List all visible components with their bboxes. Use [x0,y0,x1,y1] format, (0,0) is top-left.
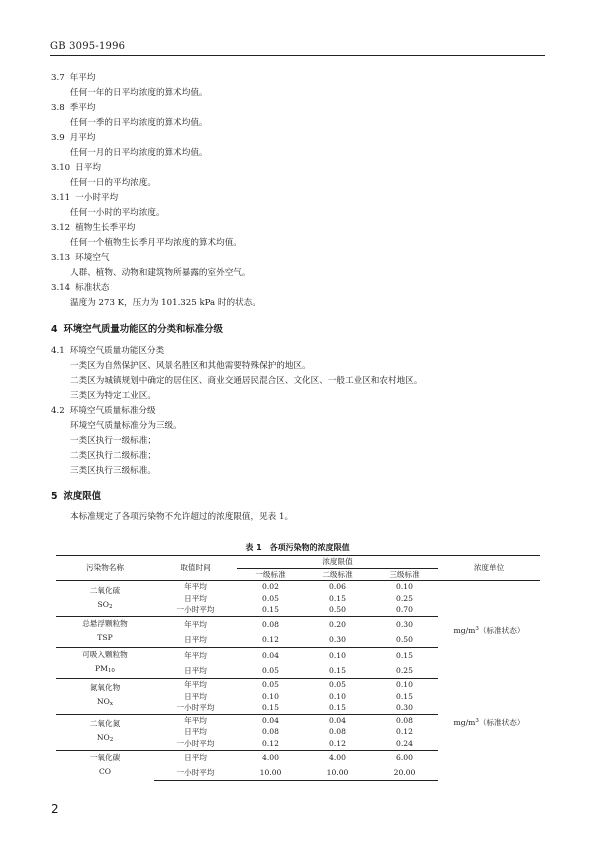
clause-number: 4.1 [51,346,65,356]
grade2-cell: 0.10 [304,647,371,663]
definition-text: 任何一年的日平均浓度的算术均值。 [70,88,208,98]
formula-subscript: 2 [108,603,113,610]
table-row [56,678,540,690]
time-cell: 年平均 [154,714,237,726]
clause-number: 3.10 [51,163,71,173]
grade2-cell: 0.05 [304,678,371,690]
header-grade-2: 二级标准 [304,568,371,581]
grade3-cell: 0.15 [371,647,438,663]
grade2-cell: 0.15 [329,593,346,603]
formula-base: TSP [97,632,113,642]
time-cell: 一小时平均 [176,605,215,615]
paragraph-line: 一类区为自然保护区、风景名胜区和其他需要特殊保护的地区。 [70,361,311,371]
grade1-cell: 0.05 [237,678,304,690]
concentration-limit-table [56,555,540,781]
unit-cell [438,581,540,679]
formula-subscript: 2 [109,737,114,744]
unit-base: mg/m [453,717,476,727]
grade3-cell: 0.25 [396,593,413,603]
table-caption [0,542,595,553]
grade3-cell: 0.10 [371,581,438,593]
section-heading [51,321,223,335]
formula-base: PM [95,663,108,673]
pollutant-name: 二氧化硫 [89,585,121,595]
grade3-cell: 0.24 [396,738,413,748]
header-pollutant: 污染物名称 [56,556,154,581]
grade1-cell: 0.02 [237,581,304,593]
grade3-cell: 20.00 [371,765,438,780]
standard-code: GB 3095-1996 [50,41,126,52]
pollutant-formula [56,765,154,781]
definition-heading [51,252,541,264]
table-row [56,581,540,593]
pollutant-name: 可吸入颗粒物 [82,649,128,659]
grade1-cell: 0.15 [262,605,279,615]
pollutant-formula [56,731,154,747]
grade2-cell: 0.10 [329,691,346,701]
clause-title: 月平均 [69,133,96,143]
paragraph-line: 本标准规定了各项污染物不允许超过的浓度限值，见表 1。 [70,512,294,522]
section-number: 4 [51,324,58,335]
grade2-cell: 0.04 [304,714,371,726]
grade3-cell: 0.12 [396,727,413,737]
time-cell: 年平均 [154,616,237,632]
section-title: 环境空气质量功能区的分类和标准分级 [63,324,223,335]
grade2-cell: 0.12 [329,738,346,748]
pollutant-name: 氮氧化物 [89,683,121,693]
grade1-cell: 0.08 [262,727,279,737]
definition-heading [51,282,541,294]
grade2-cell: 0.20 [304,616,371,632]
pollutant-formula [56,662,154,678]
paragraph-line: 三类区为特定工业区。 [70,391,156,401]
table-title: 各项污染物的浓度限值 [269,543,350,552]
grade3-cell: 0.70 [396,605,413,615]
time-cell: 年平均 [154,581,237,593]
definition-text: 任何一日的平均浓度。 [70,178,156,188]
time-cell: 一小时平均 [154,765,237,780]
grade1-cell: 0.05 [262,665,279,675]
clause-number: 3.12 [51,223,71,233]
table-number: 表 1 [245,543,262,552]
time-cell: 日平均 [184,727,207,737]
grade2-cell: 0.08 [329,727,346,737]
unit-superscript: 3 [475,717,479,724]
time-cell: 年平均 [154,678,237,690]
header-rule [50,55,545,56]
formula-subscript: 10 [107,667,115,674]
clause-number: 3.14 [51,283,71,293]
subsection-heading [51,405,541,417]
time-cell: 日平均 [184,634,207,644]
unit-suffix: （标准状态） [478,717,525,727]
clause-title: 环境空气 [75,253,110,263]
grade1-cell: 4.00 [237,750,304,765]
header-time: 取值时间 [154,556,237,581]
pollutant-name: 二氧化氮 [89,719,121,729]
time-cell: 一小时平均 [176,703,215,713]
pollutant-name: 一氧化碳 [89,752,121,762]
grade3-cell: 0.30 [371,616,438,632]
definition-heading [51,162,541,174]
grade2-cell: 0.30 [329,634,346,644]
header-grade-3: 三级标准 [371,568,438,581]
paragraph-line: 二类区执行二级标准； [70,451,156,461]
formula-base: NO [96,733,110,743]
grade2-cell: 10.00 [304,765,371,780]
clause-title: 日平均 [75,163,101,173]
header-grade-1: 一级标准 [237,568,304,581]
paragraph-line: 三类区执行三级标准。 [70,466,156,476]
pollutant-cell [56,581,154,617]
formula-base: SO [97,599,109,609]
grade3-cell: 0.25 [396,665,413,675]
definition-text: 任何一小时的平均浓度。 [70,208,165,218]
grade3-cell: 6.00 [371,750,438,765]
grade3-cell: 0.30 [396,703,413,713]
paragraph-line: 二类区为城镇规划中确定的居住区、商业交通居民混合区、文化区、一般工业区和农村地区。 [70,376,423,386]
definition-heading [51,192,541,204]
grade2-cell: 0.15 [329,703,346,713]
time-cell: 一小时平均 [176,738,215,748]
table-body [56,581,540,781]
pollutant-cell [56,647,154,678]
clause-number: 3.9 [51,133,65,143]
grade1-cell: 10.00 [237,765,304,780]
clause-number: 3.7 [51,73,65,83]
definition-text: 任何一月的日平均浓度的算术均值。 [70,148,208,158]
pollutant-formula [56,695,154,711]
grade1-cell: 0.12 [262,634,279,644]
paragraph-line: 一类区执行一级标准； [70,436,156,446]
clause-number: 3.8 [51,103,65,113]
formula-base: NO [97,697,110,707]
section-title: 浓度限值 [63,491,102,502]
clause-title: 标准状态 [75,283,110,293]
unit-cell [438,678,540,765]
paragraph-line: 环境空气质量标准分为三级。 [70,421,182,431]
grade1-cell: 0.10 [262,691,279,701]
grade2-cell: 4.00 [304,750,371,765]
grade1-cell: 0.04 [237,714,304,726]
pollutant-formula [56,631,154,647]
unit-superscript: 3 [475,625,479,632]
definition-text: 任何一季的日平均浓度的算术均值。 [70,118,208,128]
section-number: 5 [51,491,58,502]
formula-subscript: x [109,701,113,708]
clause-number: 4.2 [51,406,65,416]
section-heading [51,488,101,502]
grade3-cell: 0.08 [371,714,438,726]
definition-heading [51,132,541,144]
grade3-cell: 0.50 [396,634,413,644]
formula-base: CO [98,766,112,776]
grade1-cell: 0.15 [262,703,279,713]
header-unit: 浓度单位 [438,556,540,581]
pollutant-name: 总悬浮颗粒物 [82,618,128,628]
definition-heading [51,222,541,234]
grade2-cell: 0.50 [329,605,346,615]
pollutant-formula [56,598,154,614]
header-limit: 浓度限值 [237,556,438,569]
grade1-cell: 0.12 [262,738,279,748]
grade2-cell: 0.15 [329,665,346,675]
pollutant-cell [56,750,154,781]
grade3-cell: 0.10 [371,678,438,690]
time-cell: 日平均 [184,691,207,701]
time-cell: 日平均 [184,665,207,675]
clause-number: 3.11 [51,193,71,203]
clause-title: 季平均 [69,103,96,113]
pollutant-cell [56,616,154,647]
clause-number: 3.13 [51,253,71,263]
time-cell: 年平均 [154,647,237,663]
clause-title: 环境空气质量功能区分类 [69,346,165,356]
clause-title: 年平均 [69,73,96,83]
time-cell: 日平均 [184,593,207,603]
clause-title: 一小时平均 [75,193,119,203]
definition-text: 人群、植物、动物和建筑物所暴露的室外空气。 [70,268,251,278]
unit-base: mg/m [453,625,476,635]
grade1-cell: 0.04 [237,647,304,663]
pollutant-cell [56,678,154,714]
definition-heading [51,102,541,114]
definition-text: 任何一个植物生长季月平均浓度的算术均值。 [70,238,242,248]
page-number: 2 [51,802,59,816]
unit-suffix: （标准状态） [478,625,525,635]
grade2-cell: 0.06 [304,581,371,593]
definition-text: 温度为 273 K，压力为 101.325 kPa 时的状态。 [70,298,261,308]
grade1-cell: 0.08 [237,616,304,632]
grade3-cell: 0.15 [396,691,413,701]
grade1-cell: 0.05 [262,593,279,603]
time-cell: 日平均 [154,750,237,765]
subsection-heading [51,345,541,357]
clause-title: 环境空气质量标准分级 [69,406,156,416]
clause-title: 植物生长季平均 [75,223,136,233]
pollutant-cell [56,714,154,750]
definition-heading [51,72,541,84]
